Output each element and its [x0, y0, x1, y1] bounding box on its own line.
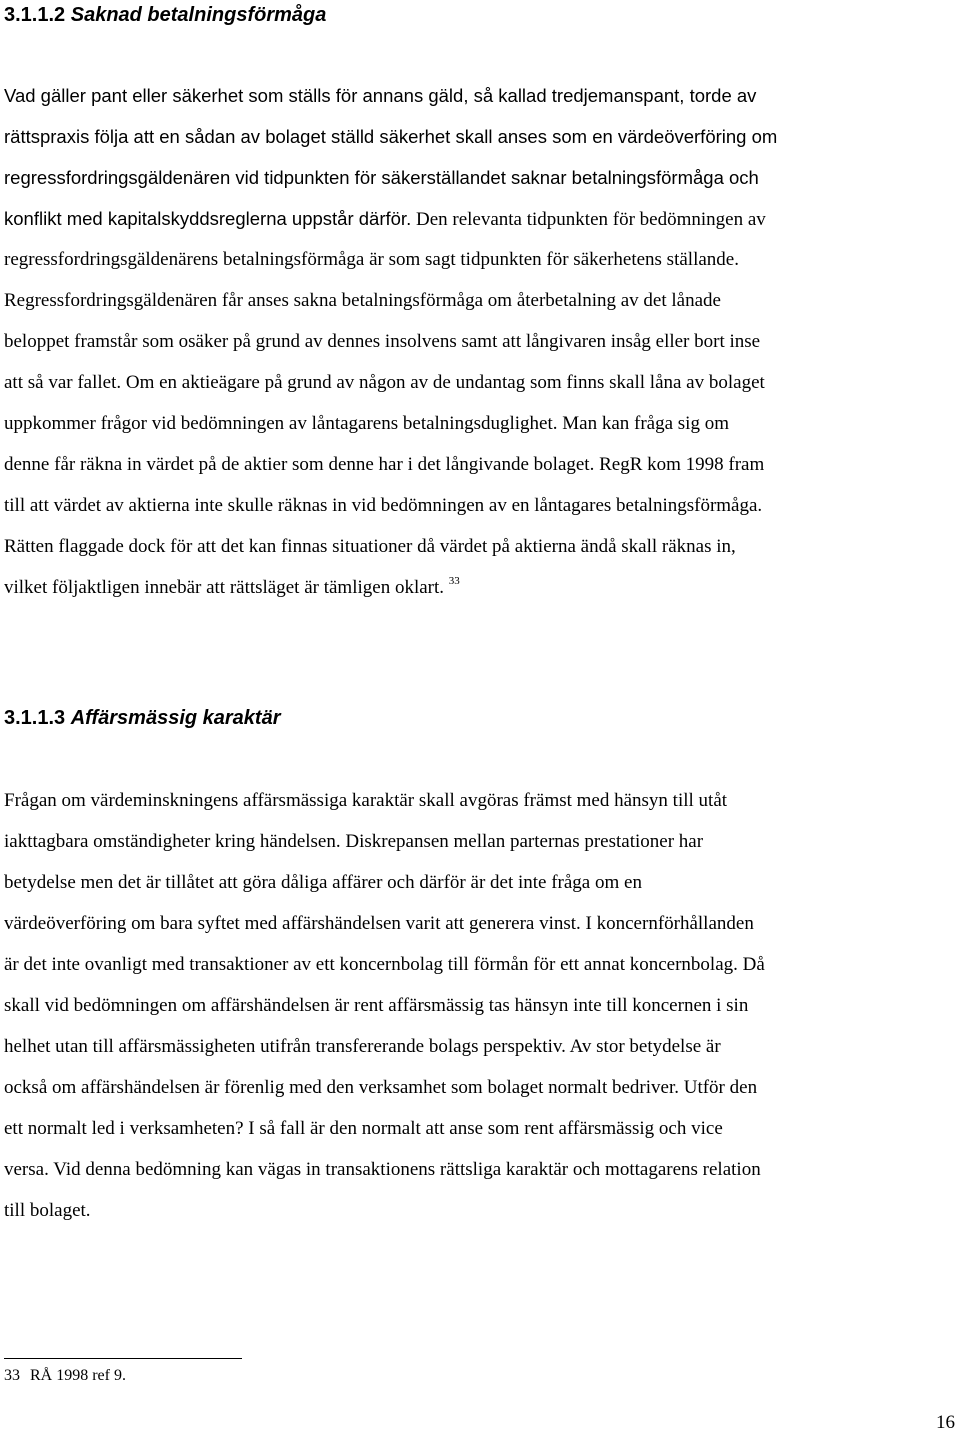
body-line: till att värdet av aktierna inte skulle räknas in vid bedömningen av en låntagares betalningsförmåga. [4, 495, 763, 516]
body-line: till bolaget. [4, 1200, 91, 1221]
body-line-serif-part: Den relevanta tidpunkten för bedömningen av [415, 209, 766, 230]
body-line: Regressfordringsgäldenären får anses sakna betalningsförmåga om återbetalning av det lånade [4, 290, 721, 311]
body-line: värdeöverföring om bara syftet med affärshändelsen varit att generera vinst. I koncernförhållanden [4, 913, 754, 934]
body-line: beloppet framstår som osäker på grund av dennes insolvens samt att långivaren insåg eller bort inse [4, 331, 761, 352]
body-line: Vad gäller pant eller säkerhet som ställs för annans gäld, så kallad tredjemanspant, torde av [4, 85, 757, 106]
footnote-text: RÅ 1998 ref 9. [30, 1367, 126, 1384]
body-line: ett normalt led i verksamheten? I så fall är den normalt att anse som rent affärsmässig och vice [4, 1118, 723, 1139]
body-line: regressfordringsgäldenärens betalningsförmåga är som sagt tidpunkten för säkerhetens ställande. [4, 249, 739, 270]
body-line: uppkommer frågor vid bedömningen av låntagarens betalningsduglighet. Man kan fråga sig om [4, 413, 729, 434]
body-line-with-footnote [4, 576, 460, 600]
body-line: skall vid bedömningen om affärshändelsen är rent affärsmässig tas hänsyn inte till koncernen i sin [4, 995, 749, 1016]
footnote-number: 33 [4, 1367, 20, 1384]
section-title: Affärsmässig karaktär [70, 707, 281, 729]
footnote [4, 1366, 126, 1386]
section-heading-3-1-1-3 [4, 706, 281, 730]
body-line-sans-part: konflikt med kapitalskyddsreglerna uppstår därför. [4, 208, 412, 229]
section-number: 3.1.1.2 [4, 4, 66, 26]
body-line: att så var fallet. Om en aktieägare på grund av någon av de undantag som finns skall låna av bolaget [4, 372, 765, 393]
body-line: regressfordringsgäldenären vid tidpunkten för säkerställandet saknar betalningsförmåga och [4, 167, 759, 188]
footnote-separator [4, 1358, 242, 1359]
body-line: iakttagbara omständigheter kring händelsen. Diskrepansen mellan parternas prestationer har [4, 831, 704, 852]
body-line: också om affärshändelsen är förenlig med den verksamhet som bolaget normalt bedriver. Utför den [4, 1077, 758, 1098]
body-line-text: vilket följaktligen innebär att rättsläget är tämligen oklart. [4, 577, 445, 598]
body-line: versa. Vid denna bedömning kan vägas in transaktionens rättsliga karaktär och mottagarens relation [4, 1159, 761, 1180]
body-line: Frågan om värdeminskningens affärsmässiga karaktär skall avgöras främst med hänsyn till utåt [4, 790, 728, 811]
body-line: rättspraxis följa att en sådan av bolaget ställd säkerhet skall anses som en värdeöverföring om [4, 126, 778, 147]
page-number: 16 [936, 1412, 955, 1433]
body-line: betydelse men det är tillåtet att göra dåliga affärer och därför är det inte fråga om en [4, 872, 642, 893]
footnote-reference[interactable]: 33 [448, 575, 460, 587]
body-line: helhet utan till affärsmässigheten utifrån transfererande bolags perspektiv. Av stor betydelse är [4, 1036, 721, 1057]
body-line-mixed [4, 207, 766, 232]
body-line: är det inte ovanligt med transaktioner av ett koncernbolag till förmån för ett annat koncernbolag. Då [4, 954, 765, 975]
body-line: Rätten flaggade dock för att det kan finnas situationer då värdet på aktierna ändå skall räknas in, [4, 536, 736, 557]
section-number: 3.1.1.3 [4, 707, 66, 729]
section-title: Saknad betalningsförmåga [70, 4, 327, 26]
section-heading-3-1-1-2 [4, 3, 326, 27]
body-line: denne får räkna in värdet på de aktier som denne har i det långivande bolaget. RegR kom 1998 fram [4, 454, 765, 475]
